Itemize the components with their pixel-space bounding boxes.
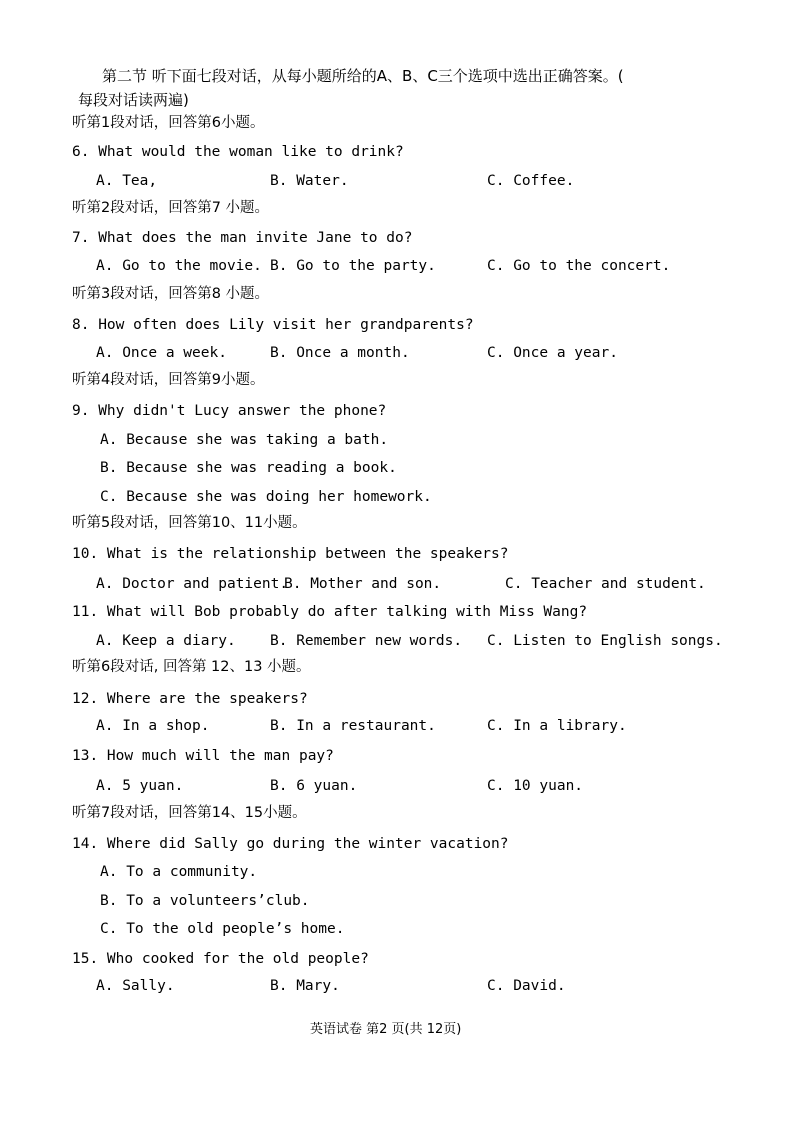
- question-14-option-c: C. To the old people’s home.: [100, 921, 345, 937]
- question-12-option-b: B. In a restaurant.: [270, 718, 436, 734]
- question-8-option-b: B. Once a month.: [270, 345, 410, 361]
- question-13-option-a: A. 5 yuan.: [96, 778, 184, 794]
- dialogue-4-intro: 听第4段对话，回答第9小题。: [72, 372, 265, 388]
- question-13: 13. How much will the man pay?: [72, 748, 334, 764]
- question-9: 9. Why didn't Lucy answer the phone?: [72, 403, 387, 419]
- question-11-option-c: C. Listen to English songs.: [487, 633, 723, 649]
- question-7-option-c: C. Go to the concert.: [487, 258, 671, 274]
- section-title-continued: 每段对话读两遍): [78, 91, 189, 109]
- question-13-option-b: B. 6 yuan.: [270, 778, 358, 794]
- question-8: 8. How often does Lily visit her grandparents?: [72, 317, 474, 333]
- question-15-option-a: A. Sally.: [96, 978, 175, 994]
- question-10: 10. What is the relationship between the speakers?: [72, 546, 509, 562]
- question-15-option-c: C. David.: [487, 978, 566, 994]
- question-15: 15. Who cooked for the old people?: [72, 951, 369, 967]
- question-12: 12. Where are the speakers?: [72, 691, 308, 707]
- question-6-option-b: B. Water.: [270, 173, 349, 189]
- question-14-option-b: B. To a volunteers’club.: [100, 893, 310, 909]
- question-15-option-b: B. Mary.: [270, 978, 340, 994]
- question-11-option-b: B. Remember new words.: [270, 633, 463, 649]
- question-12-option-a: A. In a shop.: [96, 718, 210, 734]
- question-14: 14. Where did Sally go during the winter vacation?: [72, 836, 509, 852]
- question-6: 6. What would the woman like to drink?: [72, 144, 404, 160]
- question-6-option-a: A. Tea,: [96, 173, 158, 189]
- question-13-option-c: C. 10 yuan.: [487, 778, 584, 794]
- dialogue-2-intro: 听第2段对话，回答第7 小题。: [72, 200, 270, 216]
- question-9-option-b: B. Because she was reading a book.: [100, 460, 397, 476]
- dialogue-3-intro: 听第3段对话，回答第8 小题。: [72, 286, 270, 302]
- dialogue-7-intro: 听第7段对话，回答第14、15小题。: [72, 805, 307, 821]
- question-11-option-a: A. Keep a diary.: [96, 633, 236, 649]
- question-14-option-a: A. To a community.: [100, 864, 258, 880]
- question-7-option-b: B. Go to the party.: [270, 258, 436, 274]
- question-7: 7. What does the man invite Jane to do?: [72, 230, 413, 246]
- question-12-option-c: C. In a library.: [487, 718, 627, 734]
- dialogue-5-intro: 听第5段对话，回答第10、11小题。: [72, 515, 307, 531]
- question-9-option-a: A. Because she was taking a bath.: [100, 432, 389, 448]
- question-10-option-b: B. Mother and son.: [284, 576, 442, 592]
- question-6-option-c: C. Coffee.: [487, 173, 575, 189]
- page-footer: 英语试卷 第2 页(共 12页): [310, 1022, 462, 1037]
- section-title: 第二节 听下面七段对话，从每小题所给的A、B、C三个选项中选出正确答案。(: [102, 67, 624, 85]
- question-10-option-c: C. Teacher and student.: [505, 576, 706, 592]
- question-9-option-c: C. Because she was doing her homework.: [100, 489, 432, 505]
- dialogue-6-intro: 听第6段对话, 回答第 12、13 小题。: [72, 659, 311, 675]
- question-7-option-a: A. Go to the movie.: [96, 258, 262, 274]
- question-8-option-a: A. Once a week.: [96, 345, 227, 361]
- question-10-option-a: A. Doctor and patient.: [96, 576, 289, 592]
- question-8-option-c: C. Once a year.: [487, 345, 618, 361]
- dialogue-1-intro: 听第1段对话，回答第6小题。: [72, 115, 265, 131]
- question-11: 11. What will Bob probably do after talking with Miss Wang?: [72, 604, 588, 620]
